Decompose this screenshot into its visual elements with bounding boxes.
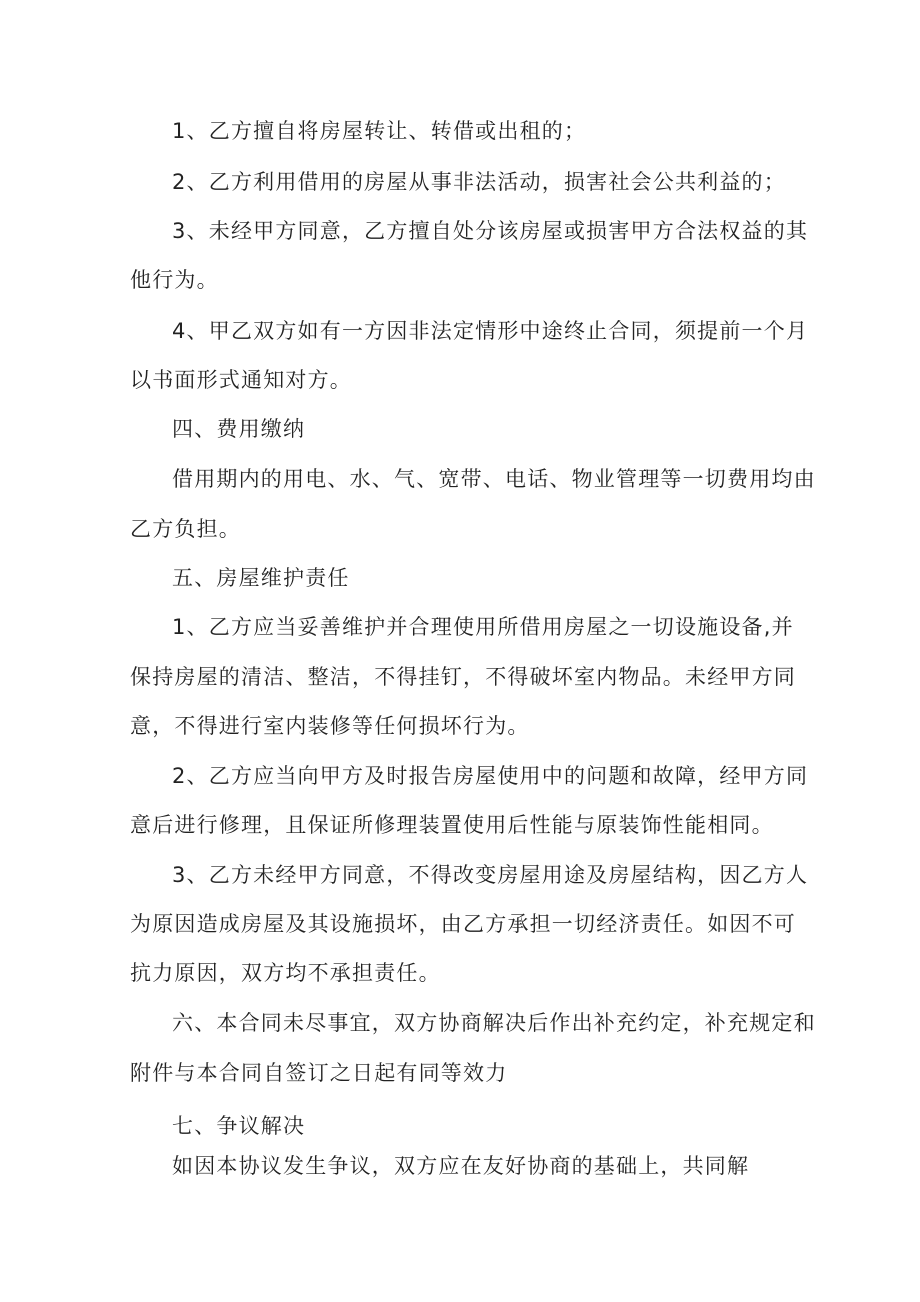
paragraph-line: 意，不得进行室内装修等任何损坏行为。 xyxy=(130,714,530,738)
section-heading: 七、争议解决 xyxy=(172,1114,306,1138)
paragraph-line: 保持房屋的清洁、整洁，不得挂钉，不得破坏室内物品。未经甲方同 xyxy=(130,665,796,689)
paragraph-line: 以书面形式通知对方。 xyxy=(130,368,352,392)
paragraph-line: 六、本合同未尽事宜，双方协商解决后作出补充约定，补充规定和 xyxy=(172,1011,816,1035)
paragraph-line: 他行为。 xyxy=(130,268,219,292)
paragraph-line: 借用期内的用电、水、气、宽带、电话、物业管理等一切费用均由 xyxy=(172,467,816,491)
paragraph-line: 乙方负担。 xyxy=(130,517,241,541)
paragraph-line: 2、乙方利用借用的房屋从事非法活动，损害社会公共利益的； xyxy=(172,170,786,194)
section-heading: 四、费用缴纳 xyxy=(172,417,306,441)
paragraph-line: 3、乙方未经甲方同意，不得改变房屋用途及房屋结构，因乙方人 xyxy=(172,863,809,887)
paragraph-line: 4、甲乙双方如有一方因非法定情形中途终止合同，须提前一个月 xyxy=(172,319,809,343)
paragraph-line: 1、乙方应当妥善维护并合理使用所借用房屋之一切设施设备,并 xyxy=(172,615,794,639)
paragraph-line: 2、乙方应当向甲方及时报告房屋使用中的问题和故障，经甲方同 xyxy=(172,764,809,788)
section-heading: 五、房屋维护责任 xyxy=(172,566,350,590)
paragraph-line: 抗力原因，双方均不承担责任。 xyxy=(130,961,441,985)
paragraph-line: 1、乙方擅自将房屋转让、转借或出租的； xyxy=(172,119,587,143)
paragraph-line: 如因本协议发生争议，双方应在友好协商的基础上，共同解 xyxy=(172,1154,750,1178)
paragraph-line: 为原因造成房屋及其设施损坏，由乙方承担一切经济责任。如因不可 xyxy=(130,912,796,936)
paragraph-line: 3、未经甲方同意，乙方擅自处分该房屋或损害甲方合法权益的其 xyxy=(172,219,809,243)
paragraph-line: 意后进行修理，且保证所修理装置使用后性能与原装饰性能相同。 xyxy=(130,813,774,837)
paragraph-line: 附件与本合同自签订之日起有同等效力 xyxy=(130,1061,508,1085)
